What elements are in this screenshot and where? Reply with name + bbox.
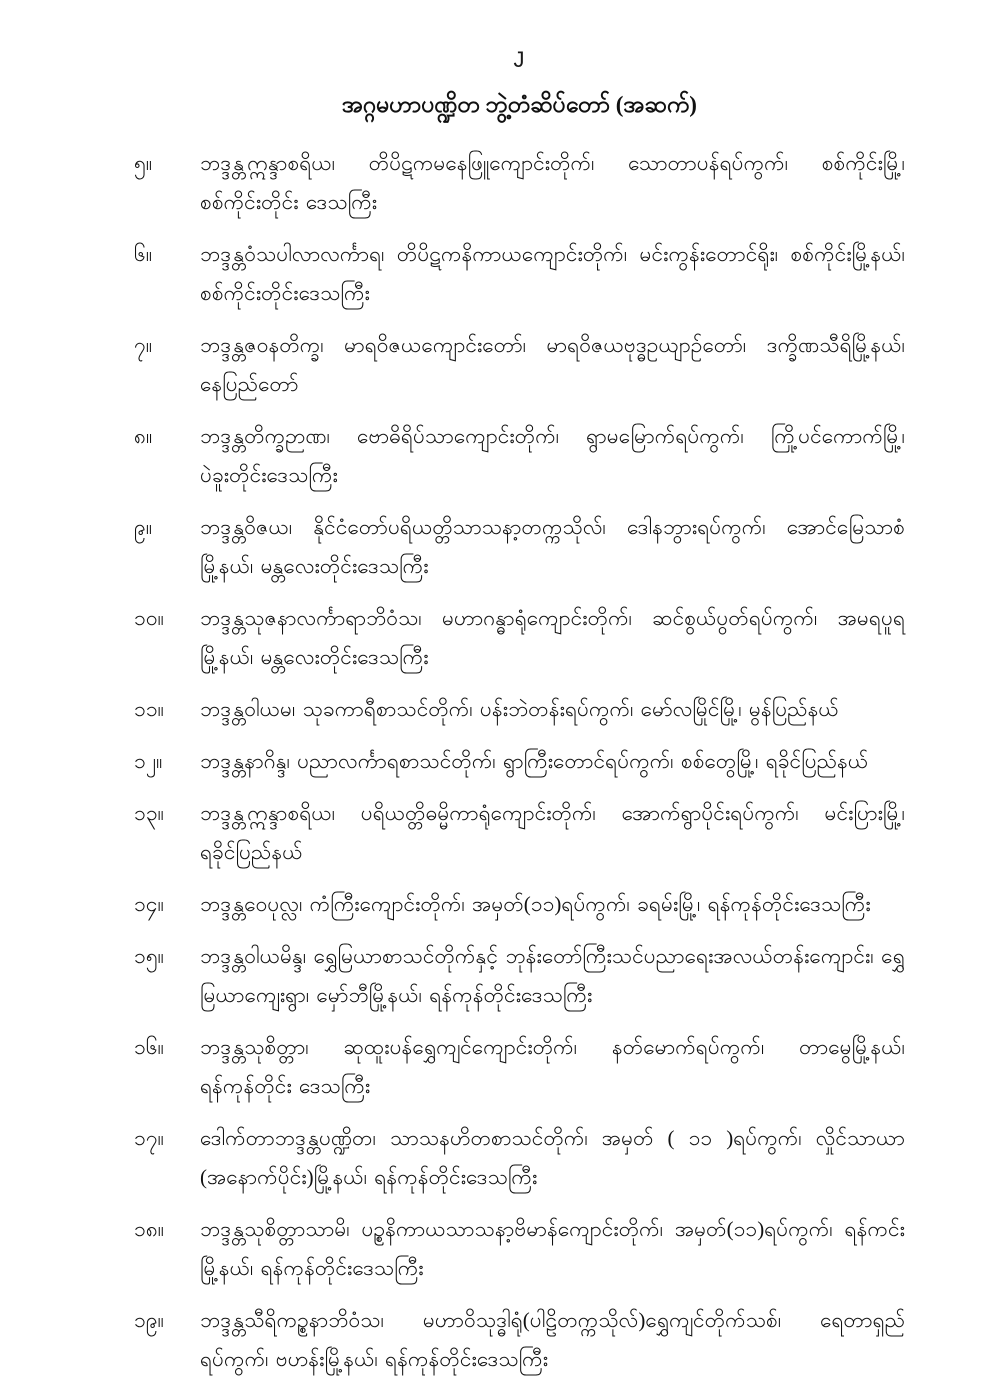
list-item — [134, 599, 905, 677]
item-number: ၅။ — [134, 151, 153, 175]
list-item — [134, 1301, 905, 1379]
item-number: ၁၉။ — [134, 1308, 164, 1332]
item-text: ဘဒ္ဒန္တဝါယမိန္ဒ၊ ရွှေမြယာစာသင်တိုက်နှင့် ဘုန်းတော်ကြီးသင်ပညာရေးအလယ်တန်းကျောင်း၊ ရွှေမြယာကျေးရွာ၊ မှော်ဘီမြို့နယ်၊ ရန်ကုန်တိုင်းဒေသကြီး — [200, 944, 905, 1007]
item-text: ဘဒ္ဒန္တသုစိတ္တာသာမိ၊ ပဉ္စနိကာယသာသနာ့ဗိမာန်ကျောင်းတိုက်၊ အမှတ်(၁၁)ရပ်ကွက်၊ ရန်ကင်းမြို့နယ်၊ ရန်ကုန်တိုင်းဒေသကြီး — [200, 1217, 905, 1280]
item-number: ၁၇။ — [134, 1126, 164, 1150]
item-number: ၁၃။ — [134, 801, 164, 825]
item-text: ဘဒ္ဒန္တသီရိကဉ္စနာဘိဝံသ၊ မဟာဝိသုဒ္ဓါရုံ(ပါဠိတက္ကသိုလ်)ရွှေကျင်တိုက်သစ်၊ ရေတာရှည်ရပ်ကွက်၊ ဗဟန်းမြို့နယ်၊ ရန်ကုန်တိုင်းဒေသကြီး — [200, 1308, 905, 1371]
item-number: ၁၅။ — [134, 944, 164, 968]
item-text: ဘဒ္ဒန္တသုဇနာလင်္ကာရာဘိဝံသ၊ မဟာဂန္ဓာရုံကျောင်းတိုက်၊ ဆင်စွယ်ပွတ်ရပ်ကွက်၊ အမရပူရမြို့နယ်၊ မန္တလေးတိုင်းဒေသကြီး — [200, 606, 905, 669]
list-item — [134, 144, 905, 222]
item-number: ၉။ — [134, 515, 153, 539]
list-item — [134, 1210, 905, 1288]
item-number: ၁၄။ — [134, 892, 164, 916]
item-number: ၈။ — [134, 424, 153, 448]
list-item — [134, 742, 905, 781]
item-text: ဘဒ္ဒန္တဝါယမ၊ သုခကာရီစာသင်တိုက်၊ ပန်းဘဲတန်းရပ်ကွက်၊ မော်လမြိုင်မြို့၊ မွန်ပြည်နယ် — [200, 697, 839, 721]
item-number: ၆။ — [134, 242, 153, 266]
list-item — [134, 690, 905, 729]
list-item — [134, 326, 905, 404]
page-letter: J — [513, 47, 526, 72]
list-item — [134, 1119, 905, 1197]
item-text: ဘဒ္ဒန္တဝိဇယ၊ နိုင်ငံတော်ပရိယတ္တိသာသနာ့တက္ကသိုလ်၊ ဒေါနဘွားရပ်ကွက်၊ အောင်မြေသာစံ မြို့နယ်၊ မန္တလေးတိုင်းဒေသကြီး — [200, 515, 905, 578]
item-number: ၁၀။ — [134, 606, 164, 630]
item-text: ဘဒ္ဒန္တဇဝနတိက္ခ၊ မာရဝိဇယကျောင်းတော်၊ မာရဝိဇယဗုဒ္ဓဥယျာဉ်တော်၊ ဒက္ခိဏသီရိမြို့နယ်၊ နေပြည်တော် — [200, 333, 905, 396]
item-number: ၁၂။ — [134, 749, 163, 773]
item-text: ဘဒ္ဒန္တနာဂိန္ဒ၊ ပညာလင်္ကာရစာသင်တိုက်၊ ရွာကြီးတောင်ရပ်ကွက်၊ စစ်တွေမြို့၊ ရခိုင်ပြည်နယ် — [200, 749, 869, 773]
list-item — [134, 508, 905, 586]
item-number: ၇။ — [134, 333, 153, 357]
item-text: ဘဒ္ဒန္တဝေပုလ္လ၊ ကံကြီးကျောင်းတိုက်၊ အမှတ်(၁၁)ရပ်ကွက်၊ ခရမ်းမြို့၊ ရန်ကုန်တိုင်းဒေသကြီး — [200, 892, 871, 916]
item-number: ၁၆။ — [134, 1035, 164, 1059]
item-text: ဘဒ္ဒန္တဣန္ဒာစရိယ၊ တိပိဋကမနေဖြူကျောင်းတိုက်၊ သောတာပန်ရပ်ကွက်၊ စစ်ကိုင်းမြို့၊ စစ်ကိုင်းတိုင်း ဒေသကြီး — [200, 151, 905, 214]
item-text: ဘဒ္ဒန္တတိက္ခဉာဏ၊ ဗောဓိရိပ်သာကျောင်းတိုက်၊ ရွာမမြောက်ရပ်ကွက်၊ ကြို့ပင်ကောက်မြို့၊ ပဲခူးတိုင်းဒေသကြီး — [200, 424, 905, 487]
recipient-list — [134, 144, 905, 1379]
item-text: ဘဒ္ဒန္တဝံသပါလာလင်္ကာရ၊ တိပိဋကနိကာယကျောင်းတိုက်၊ မင်းကွန်းတောင်ရိုး၊ စစ်ကိုင်းမြို့နယ်၊ စစ်ကိုင်းတိုင်းဒေသကြီး — [200, 242, 905, 305]
list-item — [134, 937, 905, 1015]
page-title: အဂ္ဂမဟာပဏ္ဍိတ ဘွဲ့တံဆိပ်တော် (အဆက်) — [342, 92, 697, 117]
item-number: ၁၁။ — [134, 697, 164, 721]
list-item — [134, 794, 905, 872]
item-text: ဘဒ္ဒန္တဣန္ဒာစရိယ၊ ပရိယတ္တိဓမ္မိကာရုံကျောင်းတိုက်၊ အောက်ရွာပိုင်းရပ်ကွက်၊ မင်းပြားမြို့၊ ရခိုင်ပြည်နယ် — [200, 801, 905, 864]
list-item — [134, 1028, 905, 1106]
list-item — [134, 885, 905, 924]
item-text: ဒေါက်တာဘဒ္ဒန္တပဏ္ဍိတ၊ သာသနဟိတစာသင်တိုက်၊ အမှတ် ( ၁၁ )ရပ်ကွက်၊ လှိုင်သာယာ (အနောက်ပိုင်း)မြို့နယ်၊ ရန်ကုန်တိုင်းဒေသကြီး — [200, 1126, 905, 1189]
list-item — [134, 235, 905, 313]
list-item — [134, 417, 905, 495]
item-number: ၁၈။ — [134, 1217, 165, 1241]
item-text: ဘဒ္ဒန္တသုစိတ္တာ၊ ဆုထူးပန်ရွှေကျင်ကျောင်းတိုက်၊ နတ်မောက်ရပ်ကွက်၊ တာမွေမြို့နယ်၊ ရန်ကုန်တိုင်း ဒေသကြီး — [200, 1035, 905, 1098]
